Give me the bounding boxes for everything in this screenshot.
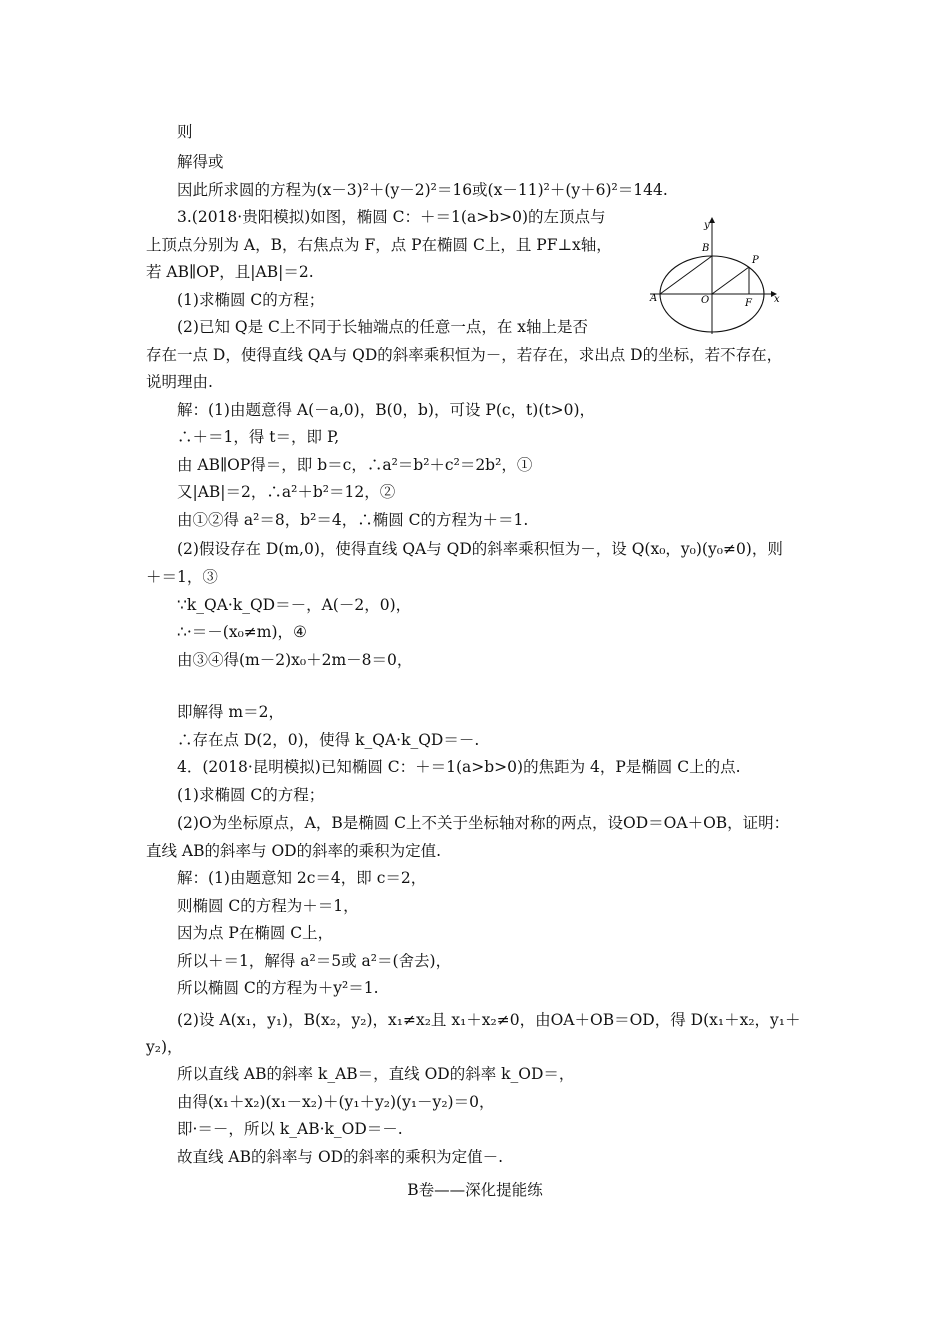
label-y: y bbox=[704, 220, 710, 231]
solution-line: 故直线 AB的斜率与 OD的斜率的乘积为定值－. bbox=[177, 1148, 504, 1166]
solution-line: 由①②得 a²＝8，b²＝4，∴椭圆 C的方程为＋＝1. bbox=[177, 511, 529, 529]
solution-line: (2)设 A(x₁，y₁)，B(x₂，y₂)，x₁≠x₂且 x₁＋x₂≠0，由OA＋OB＝OD，得 D(x₁＋x₂，y₁＋ bbox=[177, 1011, 801, 1029]
solution-line: 由得(x₁＋x₂)(x₁－x₂)＋(y₁＋y₂)(y₁－y₂)＝0， bbox=[177, 1093, 495, 1111]
label-a: A bbox=[650, 293, 658, 304]
label-o: O bbox=[701, 295, 710, 306]
segment-ab bbox=[660, 256, 712, 294]
text-line: 则 bbox=[177, 123, 193, 141]
text-line: 因此所求圆的方程为(x－3)²＋(y－2)²＝16或(x－11)²＋(y＋6)²＝144. bbox=[177, 181, 668, 199]
solution-line: ＋＝1，③ bbox=[146, 568, 218, 586]
text-line: 上顶点分别为 A，B，右焦点为 F，点 P在椭圆 C上，且 PF⊥x轴， bbox=[146, 236, 612, 254]
solution-line: 又|AB|＝2，∴a²＋b²＝12，② bbox=[177, 483, 396, 501]
solution-line: ∵k_QA·k_QD＝－，A(－2，0)， bbox=[177, 596, 412, 614]
text-line: (1)求椭圆 C的方程； bbox=[177, 291, 325, 309]
problem-3-heading: 3.(2018·贵阳模拟)如图，椭圆 C：＋＝1(a>b>0)的左顶点与 bbox=[177, 208, 606, 226]
problem-4-heading: 4．(2018·昆明模拟)已知椭圆 C：＋＝1(a>b>0)的焦距为 4，P是椭圆 C上的点. bbox=[177, 758, 741, 776]
ellipse-figure bbox=[648, 210, 782, 334]
label-p: P bbox=[752, 255, 759, 266]
text-line: 存在一点 D，使得直线 QA与 QD的斜率乘积恒为－，若存在，求出点 D的坐标，若不存在， bbox=[146, 346, 783, 364]
solution-line: 解：(1)由题意知 2c＝4，即 c＝2， bbox=[177, 869, 427, 887]
label-x: x bbox=[774, 294, 780, 305]
solution-line: (2)假设存在 D(m,0)，使得直线 QA与 QD的斜率乘积恒为－，设 Q(x₀，y₀)(y₀≠0)，则 bbox=[177, 540, 783, 558]
text-line: 说明理由. bbox=[146, 373, 213, 391]
section-heading: B卷——深化提能练 bbox=[407, 1181, 543, 1199]
solution-line: 由 AB∥OP得＝，即 b＝c，∴a²＝b²＋c²＝2b²，① bbox=[177, 456, 533, 474]
solution-line: y₂)， bbox=[146, 1038, 183, 1056]
solution-line: 解：(1)由题意得 A(－a,0)，B(0，b)，可设 P(c，t)(t>0)， bbox=[177, 401, 596, 419]
text-line: (1)求椭圆 C的方程； bbox=[177, 786, 325, 804]
solution-line: ∴存在点 D(2，0)，使得 k_QA·k_QD＝－. bbox=[177, 731, 480, 749]
solution-line: 即·＝－，所以 k_AB·k_OD＝－. bbox=[177, 1120, 403, 1138]
solution-line: 所以＋＝1，解得 a²＝5或 a²＝(舍去)， bbox=[177, 952, 452, 970]
text-line: (2)已知 Q是 C上不同于长轴端点的任意一点，在 x轴上是否 bbox=[177, 318, 589, 336]
solution-line: 所以椭圆 C的方程为＋y²＝1. bbox=[177, 979, 379, 997]
solution-line: ∴＋＝1，得 t＝，即 P, bbox=[177, 428, 340, 446]
solution-line: 由③④得(m－2)x₀＋2m－8＝0， bbox=[177, 651, 413, 669]
text-line: 直线 AB的斜率与 OD的斜率的乘积为定值. bbox=[146, 842, 442, 860]
text-line: (2)O为坐标原点，A，B是椭圆 C上不关于坐标轴对称的两点，设OD＝OA＋OB，证明： bbox=[177, 814, 790, 832]
label-b: B bbox=[702, 243, 710, 254]
text-line: 若 AB∥OP，且|AB|＝2. bbox=[146, 263, 314, 281]
segment-op bbox=[712, 267, 749, 294]
solution-line: 所以直线 AB的斜率 k_AB＝，直线 OD的斜率 k_OD＝， bbox=[177, 1065, 575, 1083]
solution-line: 即解得 m＝2， bbox=[177, 703, 284, 721]
text-line: 解得或 bbox=[177, 153, 224, 171]
solution-line: 因为点 P在椭圆 C上， bbox=[177, 924, 334, 942]
label-f: F bbox=[745, 298, 752, 309]
solution-line: 则椭圆 C的方程为＋＝1， bbox=[177, 897, 359, 915]
solution-line: ∴·＝－(x₀≠m)，④ bbox=[177, 623, 307, 641]
